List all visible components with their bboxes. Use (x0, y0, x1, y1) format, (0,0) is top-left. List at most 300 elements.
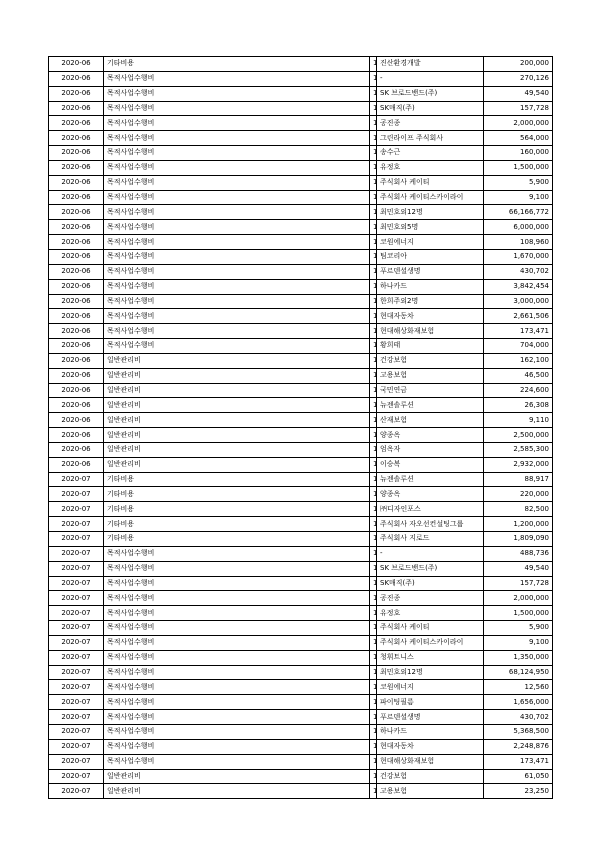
table-row (49, 116, 553, 131)
row-vendor: SK 브로드밴드(주) (377, 561, 484, 576)
row-date: 2020-06 (49, 235, 104, 250)
row-qty: 1 (370, 146, 377, 161)
row-vendor: 팀코리아 (377, 249, 484, 264)
row-amount: 160,000 (484, 146, 553, 161)
row-date: 2020-06 (49, 398, 104, 413)
row-qty: 1 (370, 754, 377, 769)
table-row (49, 635, 553, 650)
row-date: 2020-07 (49, 784, 104, 799)
row-category: 목적사업수행비 (104, 576, 370, 591)
table-row (49, 353, 553, 368)
row-amount: 9,110 (484, 413, 553, 428)
row-date: 2020-06 (49, 264, 104, 279)
table-row (49, 146, 553, 161)
row-category: 목적사업수행비 (104, 146, 370, 161)
row-qty: 1 (370, 487, 377, 502)
row-amount: 704,000 (484, 339, 553, 354)
ledger-body (49, 57, 553, 799)
row-qty: 1 (370, 398, 377, 413)
row-date: 2020-06 (49, 413, 104, 428)
table-row (49, 739, 553, 754)
row-qty: 1 (370, 383, 377, 398)
row-amount: 173,471 (484, 754, 553, 769)
row-vendor: 푸르덴셜생명 (377, 264, 484, 279)
row-date: 2020-07 (49, 650, 104, 665)
table-row (49, 264, 553, 279)
row-amount: 1,670,000 (484, 249, 553, 264)
row-date: 2020-07 (49, 487, 104, 502)
row-qty: 1 (370, 650, 377, 665)
row-amount: 66,166,772 (484, 205, 553, 220)
row-qty: 1 (370, 561, 377, 576)
table-row (49, 576, 553, 591)
row-vendor: 하나카드 (377, 724, 484, 739)
row-category: 목적사업수행비 (104, 606, 370, 621)
row-qty: 1 (370, 457, 377, 472)
table-row (49, 517, 553, 532)
row-vendor: 현대자동차 (377, 739, 484, 754)
row-date: 2020-07 (49, 561, 104, 576)
row-category: 목적사업수행비 (104, 116, 370, 131)
row-category: 목적사업수행비 (104, 710, 370, 725)
row-amount: 5,900 (484, 621, 553, 636)
row-category: 목적사업수행비 (104, 309, 370, 324)
row-qty: 1 (370, 665, 377, 680)
row-vendor: 푸르덴셜생명 (377, 710, 484, 725)
row-date: 2020-06 (49, 57, 104, 72)
row-vendor: 공진종 (377, 591, 484, 606)
table-row (49, 695, 553, 710)
row-vendor: 뉴젠솔루션 (377, 398, 484, 413)
table-row (49, 680, 553, 695)
row-qty: 1 (370, 724, 377, 739)
row-amount: 82,500 (484, 502, 553, 517)
row-amount: 49,540 (484, 86, 553, 101)
row-amount: 1,809,090 (484, 532, 553, 547)
row-category: 기타비용 (104, 532, 370, 547)
table-row (49, 784, 553, 799)
row-category: 기타비용 (104, 57, 370, 72)
table-row (49, 487, 553, 502)
table-row (49, 754, 553, 769)
row-category: 목적사업수행비 (104, 175, 370, 190)
row-vendor: - (377, 71, 484, 86)
row-date: 2020-07 (49, 665, 104, 680)
row-vendor: - (377, 546, 484, 561)
row-vendor: 유정호 (377, 606, 484, 621)
row-qty: 1 (370, 784, 377, 799)
table-row (49, 205, 553, 220)
row-amount: 162,100 (484, 353, 553, 368)
row-category: 목적사업수행비 (104, 101, 370, 116)
row-amount: 1,500,000 (484, 160, 553, 175)
row-category: 목적사업수행비 (104, 279, 370, 294)
row-date: 2020-07 (49, 635, 104, 650)
row-date: 2020-06 (49, 457, 104, 472)
row-amount: 9,100 (484, 190, 553, 205)
row-vendor: 현대자동차 (377, 309, 484, 324)
row-date: 2020-06 (49, 71, 104, 86)
row-category: 목적사업수행비 (104, 680, 370, 695)
row-date: 2020-06 (49, 353, 104, 368)
row-vendor: 양종옥 (377, 487, 484, 502)
row-amount: 46,500 (484, 368, 553, 383)
row-vendor: 주식회사 케이티 (377, 621, 484, 636)
table-row (49, 502, 553, 517)
row-date: 2020-07 (49, 695, 104, 710)
row-amount: 108,960 (484, 235, 553, 250)
row-amount: 1,200,000 (484, 517, 553, 532)
row-date: 2020-07 (49, 621, 104, 636)
row-date: 2020-06 (49, 383, 104, 398)
row-amount: 1,350,000 (484, 650, 553, 665)
row-date: 2020-07 (49, 680, 104, 695)
row-date: 2020-06 (49, 205, 104, 220)
row-qty: 1 (370, 635, 377, 650)
row-amount: 5,900 (484, 175, 553, 190)
row-category: 일반관리비 (104, 398, 370, 413)
row-vendor: 건강보험 (377, 769, 484, 784)
row-date: 2020-06 (49, 160, 104, 175)
row-vendor: 최민호외12명 (377, 205, 484, 220)
row-category: 목적사업수행비 (104, 264, 370, 279)
row-qty: 1 (370, 546, 377, 561)
row-amount: 224,600 (484, 383, 553, 398)
row-vendor: 최민호외12명 (377, 665, 484, 680)
row-category: 목적사업수행비 (104, 650, 370, 665)
row-amount: 270,126 (484, 71, 553, 86)
row-vendor: 고용보험 (377, 368, 484, 383)
row-qty: 1 (370, 413, 377, 428)
row-category: 목적사업수행비 (104, 220, 370, 235)
table-row (49, 442, 553, 457)
row-qty: 1 (370, 576, 377, 591)
row-qty: 1 (370, 606, 377, 621)
row-amount: 430,702 (484, 710, 553, 725)
row-vendor: 주식회사 케이티스카이라이 (377, 190, 484, 205)
row-amount: 2,585,300 (484, 442, 553, 457)
table-row (49, 339, 553, 354)
table-row (49, 175, 553, 190)
table-row (49, 532, 553, 547)
row-qty: 1 (370, 235, 377, 250)
row-qty: 1 (370, 472, 377, 487)
row-vendor: 하나카드 (377, 279, 484, 294)
row-category: 기타비용 (104, 472, 370, 487)
row-amount: 2,248,876 (484, 739, 553, 754)
row-vendor: 유정호 (377, 160, 484, 175)
row-qty: 1 (370, 279, 377, 294)
row-category: 일반관리비 (104, 383, 370, 398)
table-row (49, 710, 553, 725)
row-category: 목적사업수행비 (104, 665, 370, 680)
row-qty: 1 (370, 739, 377, 754)
row-date: 2020-06 (49, 368, 104, 383)
row-vendor: SK매직(주) (377, 101, 484, 116)
row-category: 목적사업수행비 (104, 86, 370, 101)
row-date: 2020-06 (49, 101, 104, 116)
row-qty: 1 (370, 428, 377, 443)
row-amount: 157,728 (484, 101, 553, 116)
row-category: 기타비용 (104, 517, 370, 532)
row-amount: 9,100 (484, 635, 553, 650)
table-row (49, 606, 553, 621)
row-vendor: 현대해상화재보험 (377, 754, 484, 769)
row-date: 2020-06 (49, 294, 104, 309)
row-qty: 1 (370, 249, 377, 264)
row-date: 2020-06 (49, 175, 104, 190)
row-date: 2020-06 (49, 190, 104, 205)
row-date: 2020-07 (49, 502, 104, 517)
expense-ledger-table (48, 56, 553, 799)
table-row (49, 249, 553, 264)
row-category: 목적사업수행비 (104, 71, 370, 86)
row-category: 목적사업수행비 (104, 294, 370, 309)
row-qty: 1 (370, 353, 377, 368)
row-amount: 49,540 (484, 561, 553, 576)
row-qty: 1 (370, 190, 377, 205)
row-vendor: 건강보험 (377, 353, 484, 368)
table-row (49, 472, 553, 487)
row-category: 목적사업수행비 (104, 235, 370, 250)
row-vendor: 이승복 (377, 457, 484, 472)
table-row (49, 769, 553, 784)
row-qty: 1 (370, 175, 377, 190)
row-qty: 1 (370, 101, 377, 116)
row-vendor: 그린라이프 주식회사 (377, 131, 484, 146)
row-qty: 1 (370, 220, 377, 235)
row-date: 2020-07 (49, 532, 104, 547)
row-amount: 2,500,000 (484, 428, 553, 443)
table-row (49, 160, 553, 175)
row-date: 2020-07 (49, 472, 104, 487)
row-vendor: 주식회사 케이티스카이라이 (377, 635, 484, 650)
row-qty: 1 (370, 309, 377, 324)
row-date: 2020-06 (49, 86, 104, 101)
row-qty: 1 (370, 116, 377, 131)
row-qty: 1 (370, 131, 377, 146)
row-amount: 26,308 (484, 398, 553, 413)
table-row (49, 561, 553, 576)
row-qty: 1 (370, 339, 377, 354)
row-category: 일반관리비 (104, 368, 370, 383)
row-qty: 1 (370, 71, 377, 86)
row-category: 목적사업수행비 (104, 635, 370, 650)
row-qty: 1 (370, 680, 377, 695)
row-vendor: 코원에너지 (377, 235, 484, 250)
row-qty: 1 (370, 368, 377, 383)
row-vendor: 최민호외5명 (377, 220, 484, 235)
row-category: 기타비용 (104, 487, 370, 502)
row-date: 2020-07 (49, 710, 104, 725)
table-row (49, 665, 553, 680)
row-amount: 88,917 (484, 472, 553, 487)
table-row (49, 101, 553, 116)
row-date: 2020-07 (49, 724, 104, 739)
row-qty: 1 (370, 264, 377, 279)
row-vendor: 황희태 (377, 339, 484, 354)
row-amount: 173,471 (484, 324, 553, 339)
row-amount: 430,702 (484, 264, 553, 279)
row-vendor: 국민연금 (377, 383, 484, 398)
row-vendor: 한희주외2명 (377, 294, 484, 309)
row-category: 일반관리비 (104, 784, 370, 799)
row-qty: 1 (370, 769, 377, 784)
table-row (49, 294, 553, 309)
row-category: 목적사업수행비 (104, 324, 370, 339)
row-qty: 1 (370, 86, 377, 101)
row-date: 2020-07 (49, 754, 104, 769)
row-date: 2020-07 (49, 546, 104, 561)
row-date: 2020-07 (49, 606, 104, 621)
row-date: 2020-07 (49, 576, 104, 591)
row-vendor: 진산환경개발 (377, 57, 484, 72)
row-amount: 488,736 (484, 546, 553, 561)
row-qty: 1 (370, 57, 377, 72)
row-vendor: SK매직(주) (377, 576, 484, 591)
table-row (49, 368, 553, 383)
row-category: 목적사업수행비 (104, 724, 370, 739)
row-category: 목적사업수행비 (104, 695, 370, 710)
row-category: 목적사업수행비 (104, 190, 370, 205)
row-date: 2020-06 (49, 131, 104, 146)
table-row (49, 650, 553, 665)
table-row (49, 309, 553, 324)
row-vendor: 주식회사 지로드 (377, 532, 484, 547)
row-amount: 12,560 (484, 680, 553, 695)
row-amount: 2,000,000 (484, 116, 553, 131)
row-category: 목적사업수행비 (104, 205, 370, 220)
row-category: 목적사업수행비 (104, 621, 370, 636)
row-vendor: 청휘트니스 (377, 650, 484, 665)
row-vendor: 산재보험 (377, 413, 484, 428)
row-qty: 1 (370, 160, 377, 175)
table-row (49, 724, 553, 739)
row-vendor: 양종옥 (377, 428, 484, 443)
row-date: 2020-07 (49, 591, 104, 606)
row-amount: 3,000,000 (484, 294, 553, 309)
row-amount: 157,728 (484, 576, 553, 591)
row-amount: 220,000 (484, 487, 553, 502)
row-category: 목적사업수행비 (104, 739, 370, 754)
table-row (49, 546, 553, 561)
row-qty: 1 (370, 324, 377, 339)
row-date: 2020-06 (49, 279, 104, 294)
row-category: 일반관리비 (104, 442, 370, 457)
row-category: 목적사업수행비 (104, 546, 370, 561)
row-amount: 2,932,000 (484, 457, 553, 472)
row-vendor: 송수근 (377, 146, 484, 161)
table-row (49, 621, 553, 636)
table-row (49, 591, 553, 606)
row-qty: 1 (370, 591, 377, 606)
table-row (49, 413, 553, 428)
row-category: 일반관리비 (104, 353, 370, 368)
table-row (49, 383, 553, 398)
row-category: 일반관리비 (104, 428, 370, 443)
row-date: 2020-06 (49, 309, 104, 324)
row-qty: 1 (370, 532, 377, 547)
table-row (49, 398, 553, 413)
row-category: 목적사업수행비 (104, 339, 370, 354)
row-category: 기타비용 (104, 502, 370, 517)
row-vendor: 고용보험 (377, 784, 484, 799)
row-qty: 1 (370, 294, 377, 309)
row-vendor: 주식회사 케이티 (377, 175, 484, 190)
table-row (49, 57, 553, 72)
row-qty: 1 (370, 621, 377, 636)
row-vendor: 파이팅필름 (377, 695, 484, 710)
row-category: 일반관리비 (104, 769, 370, 784)
table-row (49, 428, 553, 443)
row-date: 2020-06 (49, 442, 104, 457)
row-vendor: 현대해상화재보험 (377, 324, 484, 339)
table-row (49, 235, 553, 250)
row-amount: 1,500,000 (484, 606, 553, 621)
table-row (49, 86, 553, 101)
row-amount: 1,656,000 (484, 695, 553, 710)
row-date: 2020-06 (49, 428, 104, 443)
row-qty: 1 (370, 205, 377, 220)
row-date: 2020-06 (49, 339, 104, 354)
row-category: 목적사업수행비 (104, 249, 370, 264)
row-category: 목적사업수행비 (104, 754, 370, 769)
row-qty: 1 (370, 442, 377, 457)
row-amount: 5,368,500 (484, 724, 553, 739)
row-date: 2020-07 (49, 739, 104, 754)
row-vendor: SK 브로드밴드(주) (377, 86, 484, 101)
row-qty: 1 (370, 502, 377, 517)
table-row (49, 324, 553, 339)
row-date: 2020-06 (49, 146, 104, 161)
row-amount: 3,842,454 (484, 279, 553, 294)
row-date: 2020-07 (49, 769, 104, 784)
row-category: 목적사업수행비 (104, 160, 370, 175)
row-amount: 61,050 (484, 769, 553, 784)
row-category: 일반관리비 (104, 457, 370, 472)
row-date: 2020-06 (49, 220, 104, 235)
row-category: 목적사업수행비 (104, 591, 370, 606)
row-qty: 1 (370, 710, 377, 725)
table-row (49, 131, 553, 146)
row-amount: 2,661,506 (484, 309, 553, 324)
row-amount: 200,000 (484, 57, 553, 72)
row-amount: 68,124,950 (484, 665, 553, 680)
row-amount: 2,000,000 (484, 591, 553, 606)
table-row (49, 457, 553, 472)
row-amount: 6,000,000 (484, 220, 553, 235)
table-row (49, 220, 553, 235)
row-vendor: 공진종 (377, 116, 484, 131)
table-row (49, 279, 553, 294)
row-date: 2020-06 (49, 116, 104, 131)
row-date: 2020-06 (49, 324, 104, 339)
table-row (49, 71, 553, 86)
row-date: 2020-07 (49, 517, 104, 532)
row-vendor: 주식회사 자오선컨설팅그룹 (377, 517, 484, 532)
row-amount: 564,000 (484, 131, 553, 146)
row-category: 목적사업수행비 (104, 131, 370, 146)
row-amount: 23,250 (484, 784, 553, 799)
row-vendor: 엄옥자 (377, 442, 484, 457)
row-category: 목적사업수행비 (104, 561, 370, 576)
row-vendor: 뉴젠솔루션 (377, 472, 484, 487)
row-date: 2020-06 (49, 249, 104, 264)
row-qty: 1 (370, 517, 377, 532)
row-vendor: ㈜디자인포스 (377, 502, 484, 517)
row-category: 일반관리비 (104, 413, 370, 428)
row-vendor: 코원에너지 (377, 680, 484, 695)
